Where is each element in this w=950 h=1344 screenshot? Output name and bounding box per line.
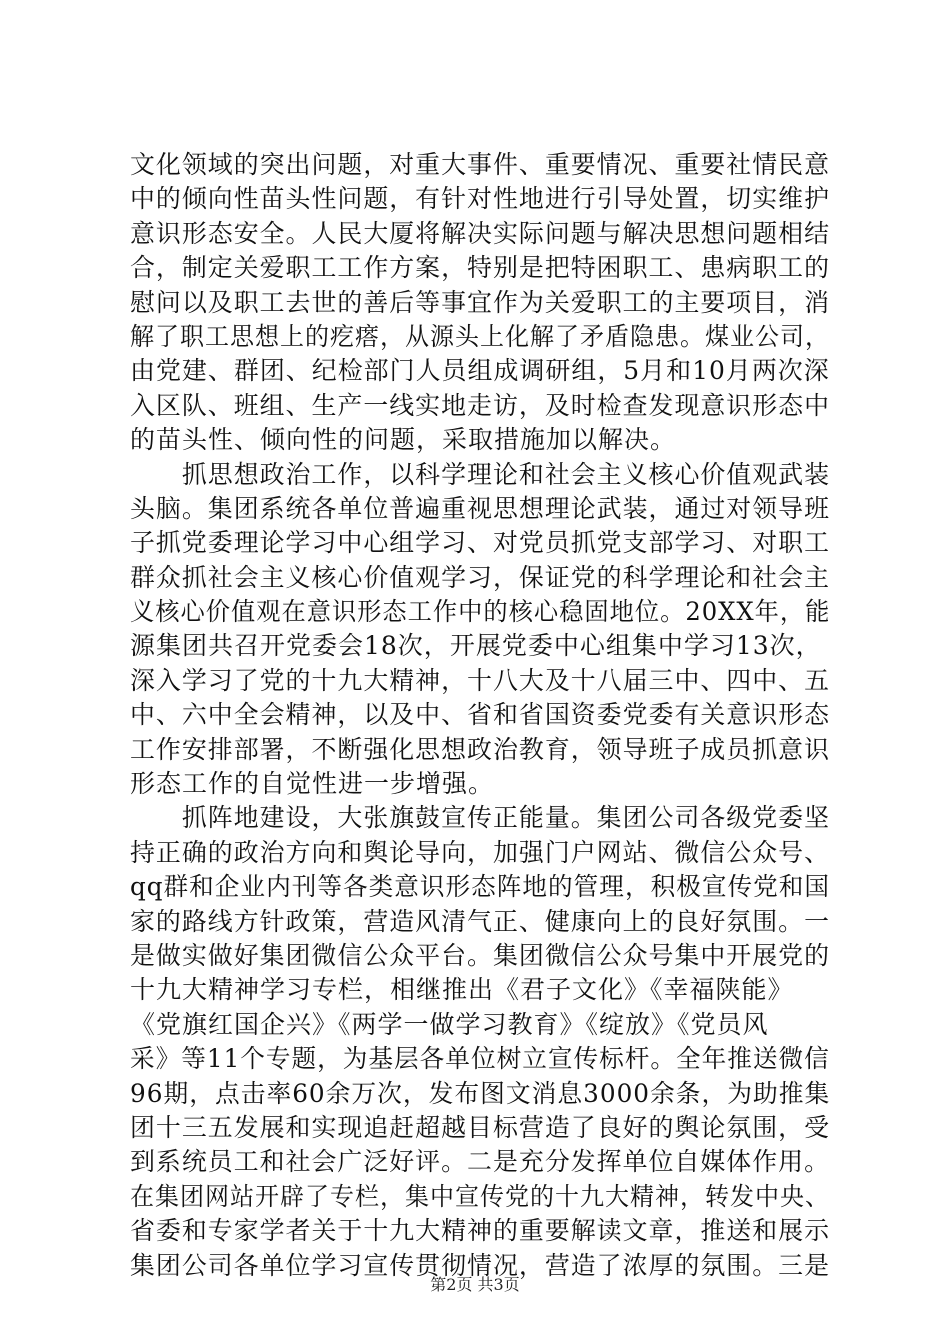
text-line: 中的倾向性苗头性问题，有针对性地进行引导处置，切实维护 xyxy=(130,184,831,214)
text-line: 工作安排部署，不断强化思想政治教育，领导班子成员抓意识 xyxy=(130,734,831,764)
text-line: 子抓党委理论学习中心组学习、对党员抓党支部学习、对职工 xyxy=(130,528,831,558)
text-line: 十九大精神学习专栏，相继推出《君子文化》《幸福陕能》 xyxy=(130,975,794,1005)
text-line: 的苗头性、倾向性的问题，采取措施加以解决。 xyxy=(130,425,677,455)
text-line: 意识形态安全。人民大厦将解决实际问题与解决思想问题相结 xyxy=(130,218,831,248)
paragraph-3 xyxy=(130,801,830,1282)
text-line: 中、六中全会精神，以及中、省和省国资委党委有关意识形态 xyxy=(130,700,831,730)
text-line: 团十三五发展和实现追赶超越目标营造了良好的舆论氛围，受 xyxy=(130,1112,831,1142)
text-line: 96期，点击率60余万次，发布图文消息3000余条，为助推集 xyxy=(130,1078,831,1108)
text-line: 持正确的政治方向和舆论导向，加强门户网站、微信公众号、 xyxy=(130,837,831,867)
text-line: 慰问以及职工去世的善后等事宜作为关爱职工的主要项目，消 xyxy=(130,287,831,317)
paragraph-1 xyxy=(130,148,830,458)
text-line: 集团公司各单位学习宣传贯彻情况，营造了浓厚的氛围。三是 xyxy=(130,1250,831,1280)
text-line: 采》等11个专题，为基层各单位树立宣传标杆。全年推送微信 xyxy=(130,1044,830,1074)
text-line: 头脑。集团系统各单位普遍重视思想理论武装，通过对领导班 xyxy=(130,493,831,523)
text-line: 到系统员工和社会广泛好评。二是充分发挥单位自媒体作用。 xyxy=(130,1147,831,1177)
text-line: 源集团共召开党委会18次，开展党委中心组集中学习13次， xyxy=(130,631,822,661)
text-line: 解了职工思想上的疙瘩，从源头上化解了矛盾隐患。煤业公司， xyxy=(130,321,831,351)
text-line: 抓思想政治工作，以科学理论和社会主义核心价值观武装 xyxy=(130,459,831,489)
page-footer: 第2页 共3页 xyxy=(430,1275,520,1294)
text-line: 是做实做好集团微信公众平台。集团微信公众号集中开展党的 xyxy=(130,940,831,970)
text-line: 入区队、班组、生产一线实地走访，及时检查发现意识形态中 xyxy=(130,390,831,420)
text-line: 抓阵地建设，大张旗鼓宣传正能量。集团公司各级党委坚 xyxy=(130,803,831,833)
text-line: 省委和专家学者关于十九大精神的重要解读文章，推送和展示 xyxy=(130,1216,831,1246)
paragraph-2 xyxy=(130,458,830,802)
text-line: 《党旗红国企兴》《两学一做学习教育》《绽放》《党员风 xyxy=(130,1009,769,1039)
document-body xyxy=(130,148,830,1283)
text-line: 家的路线方针政策，营造风清气正、健康向上的良好氛围。一 xyxy=(130,906,831,936)
text-line: 深入学习了党的十九大精神，十八大及十八届三中、四中、五 xyxy=(130,665,831,695)
text-line: 形态工作的自觉性进一步增强。 xyxy=(130,769,495,799)
text-line: 由党建、群团、纪检部门人员组成调研组，5月和10月两次深 xyxy=(130,356,830,386)
text-line: 文化领域的突出问题，对重大事件、重要情况、重要社情民意 xyxy=(130,150,831,179)
text-line: 群众抓社会主义核心价值观学习，保证党的科学理论和社会主 xyxy=(130,562,831,592)
text-line: 合，制定关爱职工工作方案，特别是把特困职工、患病职工的 xyxy=(130,253,831,283)
text-line: 在集团网站开辟了专栏，集中宣传党的十九大精神，转发中央、 xyxy=(130,1181,831,1211)
text-line: qq群和企业内刊等各类意识形态阵地的管理，积极宣传党和国 xyxy=(130,872,831,902)
text-line: 义核心价值观在意识形态工作中的核心稳固地位。20XX年，能 xyxy=(130,597,831,627)
